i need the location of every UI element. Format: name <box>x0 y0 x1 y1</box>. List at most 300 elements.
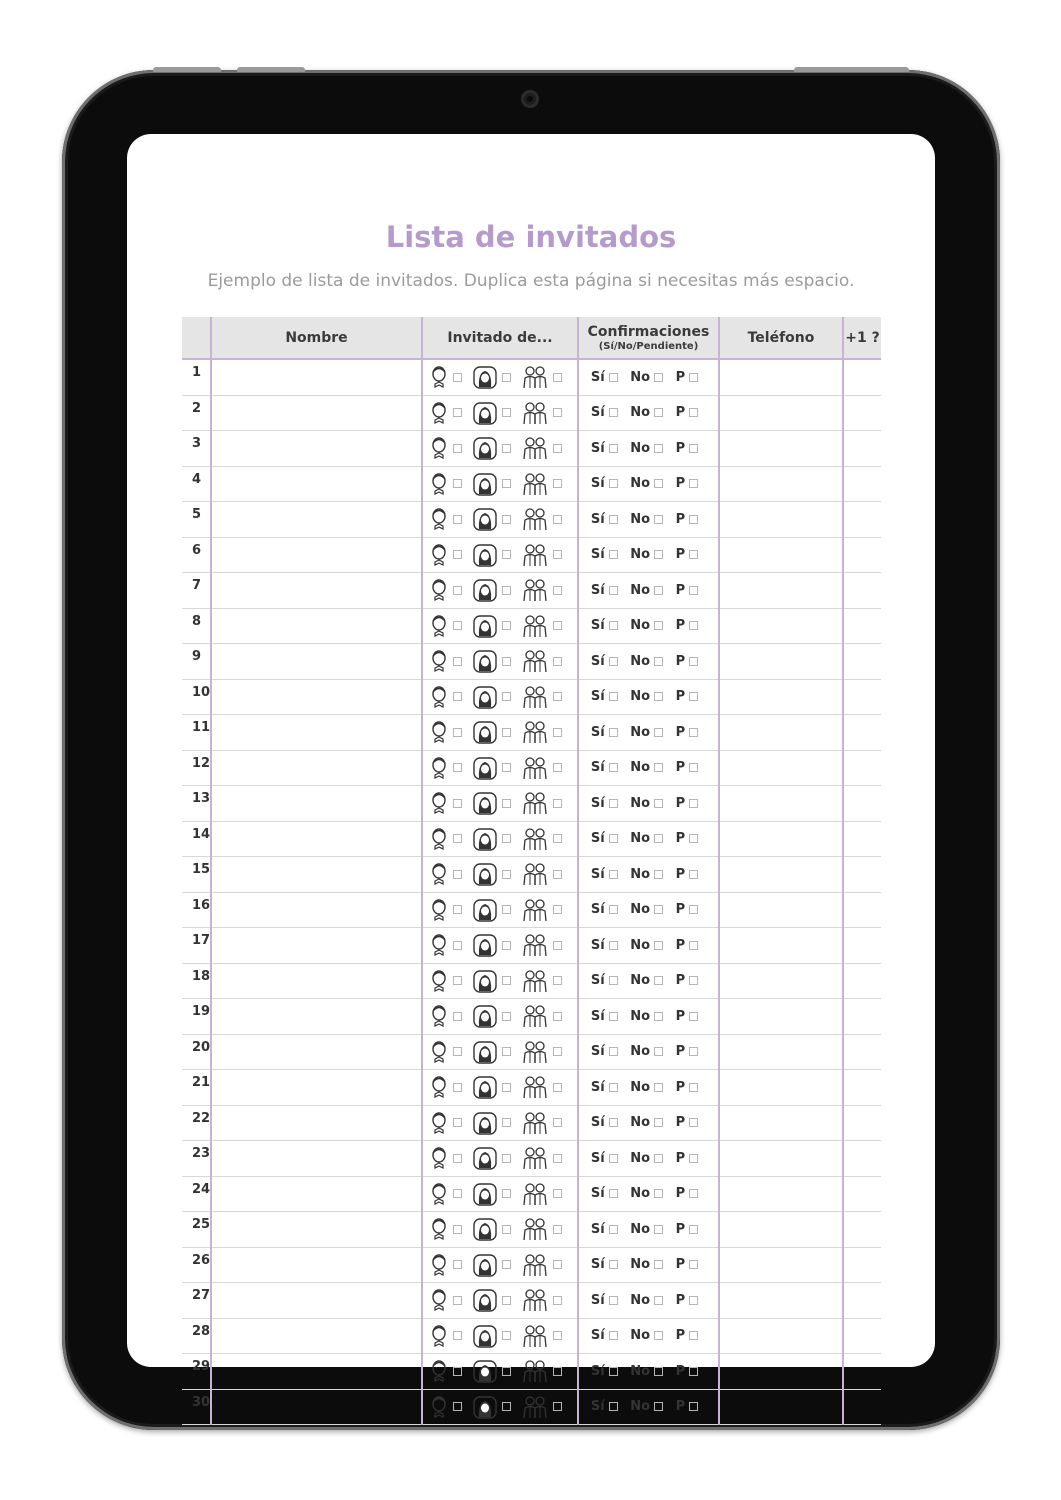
groom-checkbox[interactable] <box>453 692 462 701</box>
nombre-cell[interactable] <box>211 1070 422 1106</box>
confirm-si-checkbox[interactable] <box>609 941 618 950</box>
couple-checkbox[interactable] <box>553 799 562 808</box>
table-row <box>182 1247 881 1283</box>
confirm-si-label: Sí <box>590 973 605 989</box>
confirm-no-checkbox[interactable] <box>654 586 663 595</box>
nombre-cell[interactable] <box>211 466 422 502</box>
couple-icon <box>522 1075 548 1099</box>
couple-checkbox[interactable] <box>553 444 562 453</box>
plus-one-cell[interactable] <box>843 466 881 502</box>
confirm-si-checkbox[interactable] <box>609 1118 618 1127</box>
bride-checkbox[interactable] <box>502 1402 511 1411</box>
confirm-si-checkbox[interactable] <box>609 763 618 772</box>
confirm-si-checkbox[interactable] <box>609 444 618 453</box>
telefono-cell[interactable] <box>719 999 843 1035</box>
bride-checkbox[interactable] <box>502 657 511 666</box>
bride-checkbox[interactable] <box>502 905 511 914</box>
bride-checkbox[interactable] <box>502 515 511 524</box>
telefono-cell[interactable] <box>719 928 843 964</box>
groom-checkbox[interactable] <box>453 657 462 666</box>
confirm-p-checkbox[interactable] <box>689 1402 698 1411</box>
plus-one-cell[interactable] <box>843 928 881 964</box>
plus-one-cell[interactable] <box>843 999 881 1035</box>
groom-checkbox[interactable] <box>453 728 462 737</box>
bride-checkbox[interactable] <box>502 763 511 772</box>
invitado-cell <box>422 999 578 1035</box>
telefono-cell[interactable] <box>719 431 843 467</box>
table-row <box>182 1283 881 1319</box>
telefono-cell[interactable] <box>719 359 843 395</box>
bride-checkbox[interactable] <box>502 976 511 985</box>
nombre-cell[interactable] <box>211 892 422 928</box>
telefono-cell[interactable] <box>719 892 843 928</box>
row-number: 9 <box>182 644 211 680</box>
confirm-si-checkbox[interactable] <box>609 1189 618 1198</box>
bride-checkbox[interactable] <box>502 1367 511 1376</box>
confirm-p-checkbox[interactable] <box>689 1260 698 1269</box>
bride-checkbox[interactable] <box>502 1296 511 1305</box>
couple-icon <box>522 685 548 709</box>
groom-checkbox[interactable] <box>453 621 462 630</box>
confirm-p-checkbox[interactable] <box>689 1296 698 1305</box>
confirm-p-checkbox[interactable] <box>689 1331 698 1340</box>
plus-one-cell[interactable] <box>843 502 881 538</box>
telefono-cell[interactable] <box>719 857 843 893</box>
nombre-cell[interactable] <box>211 359 422 395</box>
confirm-si-label: Sí <box>590 1079 605 1095</box>
telefono-cell[interactable] <box>719 963 843 999</box>
confirm-p-checkbox[interactable] <box>689 515 698 524</box>
plus-one-cell[interactable] <box>843 892 881 928</box>
confirm-no-checkbox[interactable] <box>654 657 663 666</box>
groom-checkbox[interactable] <box>453 444 462 453</box>
row-number: 17 <box>182 928 211 964</box>
confirmaciones-cell <box>578 502 719 538</box>
groom-checkbox[interactable] <box>453 1331 462 1340</box>
groom-checkbox[interactable] <box>453 1260 462 1269</box>
groom-checkbox[interactable] <box>453 834 462 843</box>
couple-checkbox[interactable] <box>553 1047 562 1056</box>
plus-one-cell[interactable] <box>843 750 881 786</box>
couple-checkbox[interactable] <box>553 408 562 417</box>
groom-checkbox[interactable] <box>453 1154 462 1163</box>
confirm-no-checkbox[interactable] <box>654 763 663 772</box>
telefono-cell[interactable] <box>719 537 843 573</box>
plus-one-cell[interactable] <box>843 359 881 395</box>
telefono-cell[interactable] <box>719 1247 843 1283</box>
bride-checkbox[interactable] <box>502 1331 511 1340</box>
telefono-cell[interactable] <box>719 1141 843 1177</box>
confirm-si-checkbox[interactable] <box>609 586 618 595</box>
plus-one-cell[interactable] <box>843 786 881 822</box>
bride-checkbox[interactable] <box>502 799 511 808</box>
telefono-cell[interactable] <box>719 644 843 680</box>
plus-one-cell[interactable] <box>843 1247 881 1283</box>
plus-one-cell[interactable] <box>843 608 881 644</box>
plus-one-cell[interactable] <box>843 821 881 857</box>
couple-checkbox[interactable] <box>553 1118 562 1127</box>
groom-checkbox[interactable] <box>453 870 462 879</box>
invitado-cell <box>422 963 578 999</box>
nombre-cell[interactable] <box>211 502 422 538</box>
nombre-cell[interactable] <box>211 1212 422 1248</box>
confirm-no-checkbox[interactable] <box>654 728 663 737</box>
confirm-si-checkbox[interactable] <box>609 550 618 559</box>
nombre-cell[interactable] <box>211 608 422 644</box>
groom-checkbox[interactable] <box>453 763 462 772</box>
bride-checkbox[interactable] <box>502 1154 511 1163</box>
invitado-cell <box>422 892 578 928</box>
couple-checkbox[interactable] <box>553 728 562 737</box>
confirm-no-checkbox[interactable] <box>654 941 663 950</box>
plus-one-cell[interactable] <box>843 1283 881 1319</box>
groom-checkbox[interactable] <box>453 976 462 985</box>
confirm-si-checkbox[interactable] <box>609 1225 618 1234</box>
confirm-no-checkbox[interactable] <box>654 692 663 701</box>
telefono-cell[interactable] <box>719 786 843 822</box>
couple-checkbox[interactable] <box>553 905 562 914</box>
confirm-no-checkbox[interactable] <box>654 621 663 630</box>
confirm-no-checkbox[interactable] <box>654 905 663 914</box>
bride-checkbox[interactable] <box>502 479 511 488</box>
couple-checkbox[interactable] <box>553 586 562 595</box>
confirmaciones-cell <box>578 1318 719 1354</box>
telefono-cell[interactable] <box>719 1389 843 1425</box>
nombre-cell[interactable] <box>211 1034 422 1070</box>
confirm-si-checkbox[interactable] <box>609 905 618 914</box>
confirm-no-checkbox[interactable] <box>654 1296 663 1305</box>
couple-checkbox[interactable] <box>553 621 562 630</box>
confirm-no-checkbox[interactable] <box>654 976 663 985</box>
nombre-cell[interactable] <box>211 1389 422 1425</box>
confirm-p-checkbox[interactable] <box>689 692 698 701</box>
couple-checkbox[interactable] <box>553 1012 562 1021</box>
confirm-p-checkbox[interactable] <box>689 408 698 417</box>
confirm-no-checkbox[interactable] <box>654 479 663 488</box>
nombre-cell[interactable] <box>211 928 422 964</box>
bride-checkbox[interactable] <box>502 870 511 879</box>
couple-checkbox[interactable] <box>553 1402 562 1411</box>
bride-checkbox[interactable] <box>502 550 511 559</box>
confirm-p-label: P <box>675 973 686 989</box>
confirm-si-checkbox[interactable] <box>609 692 618 701</box>
nombre-cell[interactable] <box>211 750 422 786</box>
telefono-cell[interactable] <box>719 502 843 538</box>
telefono-cell[interactable] <box>719 1105 843 1141</box>
nombre-cell[interactable] <box>211 1283 422 1319</box>
confirmaciones-cell <box>578 1034 719 1070</box>
plus-one-cell[interactable] <box>843 1212 881 1248</box>
confirm-p-checkbox[interactable] <box>689 976 698 985</box>
row-number: 3 <box>182 431 211 467</box>
telefono-cell[interactable] <box>719 679 843 715</box>
confirm-si-checkbox[interactable] <box>609 728 618 737</box>
couple-checkbox[interactable] <box>553 1296 562 1305</box>
nombre-cell[interactable] <box>211 999 422 1035</box>
confirm-si-checkbox[interactable] <box>609 515 618 524</box>
bride-checkbox[interactable] <box>502 1225 511 1234</box>
couple-checkbox[interactable] <box>553 692 562 701</box>
bride-checkbox[interactable] <box>502 728 511 737</box>
nombre-cell[interactable] <box>211 715 422 751</box>
confirm-no-checkbox[interactable] <box>654 515 663 524</box>
confirm-si-checkbox[interactable] <box>609 1047 618 1056</box>
couple-checkbox[interactable] <box>553 515 562 524</box>
bride-checkbox[interactable] <box>502 621 511 630</box>
confirm-no-checkbox[interactable] <box>654 1402 663 1411</box>
confirm-no-checkbox[interactable] <box>654 1189 663 1198</box>
telefono-cell[interactable] <box>719 466 843 502</box>
nombre-cell[interactable] <box>211 1318 422 1354</box>
confirmaciones-cell <box>578 821 719 857</box>
confirm-si-checkbox[interactable] <box>609 1367 618 1376</box>
confirm-no-checkbox[interactable] <box>654 1331 663 1340</box>
groom-checkbox[interactable] <box>453 479 462 488</box>
confirm-si-label: Sí <box>590 1363 605 1379</box>
confirm-si-checkbox[interactable] <box>609 1154 618 1163</box>
bride-checkbox[interactable] <box>502 1260 511 1269</box>
table-row <box>182 999 881 1035</box>
bride-icon <box>473 1075 497 1099</box>
plus-one-cell[interactable] <box>843 1105 881 1141</box>
couple-checkbox[interactable] <box>553 870 562 879</box>
couple-checkbox[interactable] <box>553 1083 562 1092</box>
bride-checkbox[interactable] <box>502 1118 511 1127</box>
groom-checkbox[interactable] <box>453 1225 462 1234</box>
plus-one-cell[interactable] <box>843 431 881 467</box>
groom-checkbox[interactable] <box>453 1296 462 1305</box>
confirm-p-label: P <box>675 618 686 634</box>
plus-one-cell[interactable] <box>843 1141 881 1177</box>
couple-checkbox[interactable] <box>553 1225 562 1234</box>
nombre-cell[interactable] <box>211 1141 422 1177</box>
confirm-p-checkbox[interactable] <box>689 479 698 488</box>
table-row <box>182 1389 881 1425</box>
confirm-p-checkbox[interactable] <box>689 870 698 879</box>
groom-checkbox[interactable] <box>453 1083 462 1092</box>
confirm-si-checkbox[interactable] <box>609 1083 618 1092</box>
nombre-cell[interactable] <box>211 395 422 431</box>
confirm-p-checkbox[interactable] <box>689 763 698 772</box>
bride-checkbox[interactable] <box>502 586 511 595</box>
groom-checkbox[interactable] <box>453 1118 462 1127</box>
couple-checkbox[interactable] <box>553 1331 562 1340</box>
plus-one-cell[interactable] <box>843 715 881 751</box>
confirm-si-checkbox[interactable] <box>609 834 618 843</box>
confirm-si-checkbox[interactable] <box>609 1012 618 1021</box>
confirm-si-checkbox[interactable] <box>609 1331 618 1340</box>
plus-one-cell[interactable] <box>843 1354 881 1390</box>
telefono-cell[interactable] <box>719 1176 843 1212</box>
confirm-si-checkbox[interactable] <box>609 657 618 666</box>
confirm-si-checkbox[interactable] <box>609 799 618 808</box>
confirm-p-checkbox[interactable] <box>689 799 698 808</box>
confirm-no-checkbox[interactable] <box>654 408 663 417</box>
groom-checkbox[interactable] <box>453 1012 462 1021</box>
couple-checkbox[interactable] <box>553 976 562 985</box>
plus-one-cell[interactable] <box>843 679 881 715</box>
confirm-p-checkbox[interactable] <box>689 1083 698 1092</box>
bride-checkbox[interactable] <box>502 941 511 950</box>
nombre-cell[interactable] <box>211 786 422 822</box>
nombre-cell[interactable] <box>211 537 422 573</box>
confirm-p-checkbox[interactable] <box>689 728 698 737</box>
confirm-no-checkbox[interactable] <box>654 550 663 559</box>
couple-checkbox[interactable] <box>553 550 562 559</box>
bride-checkbox[interactable] <box>502 1012 511 1021</box>
plus-one-cell[interactable] <box>843 1034 881 1070</box>
telefono-cell[interactable] <box>719 1283 843 1319</box>
confirm-si-label: Sí <box>590 653 605 669</box>
plus-one-cell[interactable] <box>843 573 881 609</box>
confirm-si-checkbox[interactable] <box>609 1296 618 1305</box>
confirm-si-checkbox[interactable] <box>609 373 618 382</box>
couple-checkbox[interactable] <box>553 1189 562 1198</box>
nombre-cell[interactable] <box>211 644 422 680</box>
groom-icon <box>430 686 448 708</box>
confirm-p-checkbox[interactable] <box>689 373 698 382</box>
confirm-si-checkbox[interactable] <box>609 621 618 630</box>
nombre-cell[interactable] <box>211 1247 422 1283</box>
confirm-p-checkbox[interactable] <box>689 1012 698 1021</box>
confirm-p-checkbox[interactable] <box>689 444 698 453</box>
confirmaciones-cell <box>578 1247 719 1283</box>
confirm-p-checkbox[interactable] <box>689 834 698 843</box>
nombre-cell[interactable] <box>211 679 422 715</box>
confirm-p-checkbox[interactable] <box>689 657 698 666</box>
confirm-p-checkbox[interactable] <box>689 1047 698 1056</box>
groom-checkbox[interactable] <box>453 941 462 950</box>
confirm-p-label: P <box>675 547 686 563</box>
confirm-no-checkbox[interactable] <box>654 1047 663 1056</box>
confirm-p-checkbox[interactable] <box>689 941 698 950</box>
header-nombre: Nombre <box>211 317 422 359</box>
bride-checkbox[interactable] <box>502 444 511 453</box>
confirm-no-checkbox[interactable] <box>654 373 663 382</box>
nombre-cell[interactable] <box>211 1105 422 1141</box>
bride-checkbox[interactable] <box>502 692 511 701</box>
couple-checkbox[interactable] <box>553 373 562 382</box>
confirm-no-checkbox[interactable] <box>654 1260 663 1269</box>
bride-checkbox[interactable] <box>502 373 511 382</box>
couple-checkbox[interactable] <box>553 763 562 772</box>
couple-checkbox[interactable] <box>553 1260 562 1269</box>
plus-one-cell[interactable] <box>843 1176 881 1212</box>
confirm-p-label: P <box>675 582 686 598</box>
telefono-cell[interactable] <box>719 715 843 751</box>
plus-one-cell[interactable] <box>843 1070 881 1106</box>
confirm-no-checkbox[interactable] <box>654 834 663 843</box>
telefono-cell[interactable] <box>719 1070 843 1106</box>
groom-checkbox[interactable] <box>453 1402 462 1411</box>
telefono-cell[interactable] <box>719 750 843 786</box>
couple-checkbox[interactable] <box>553 834 562 843</box>
confirm-p-checkbox[interactable] <box>689 1225 698 1234</box>
confirm-no-checkbox[interactable] <box>654 799 663 808</box>
confirm-p-checkbox[interactable] <box>689 905 698 914</box>
confirm-no-checkbox[interactable] <box>654 870 663 879</box>
groom-checkbox[interactable] <box>453 1047 462 1056</box>
groom-checkbox[interactable] <box>453 1367 462 1376</box>
confirm-si-checkbox[interactable] <box>609 479 618 488</box>
confirm-no-checkbox[interactable] <box>654 1154 663 1163</box>
groom-checkbox[interactable] <box>453 799 462 808</box>
groom-checkbox[interactable] <box>453 1189 462 1198</box>
couple-checkbox[interactable] <box>553 657 562 666</box>
bride-checkbox[interactable] <box>502 408 511 417</box>
bride-checkbox[interactable] <box>502 834 511 843</box>
nombre-cell[interactable] <box>211 963 422 999</box>
plus-one-cell[interactable] <box>843 537 881 573</box>
groom-checkbox[interactable] <box>453 515 462 524</box>
groom-checkbox[interactable] <box>453 408 462 417</box>
confirm-no-checkbox[interactable] <box>654 1083 663 1092</box>
confirm-p-checkbox[interactable] <box>689 1154 698 1163</box>
bride-checkbox[interactable] <box>502 1189 511 1198</box>
telefono-cell[interactable] <box>719 573 843 609</box>
confirm-p-checkbox[interactable] <box>689 1118 698 1127</box>
confirm-no-checkbox[interactable] <box>654 1118 663 1127</box>
confirm-no-checkbox[interactable] <box>654 1367 663 1376</box>
plus-one-cell[interactable] <box>843 644 881 680</box>
confirm-p-checkbox[interactable] <box>689 586 698 595</box>
confirm-p-label: P <box>675 1115 686 1131</box>
confirmaciones-cell <box>578 892 719 928</box>
plus-one-cell[interactable] <box>843 1318 881 1354</box>
confirm-no-checkbox[interactable] <box>654 1225 663 1234</box>
telefono-cell[interactable] <box>719 1318 843 1354</box>
couple-checkbox[interactable] <box>553 941 562 950</box>
confirm-si-checkbox[interactable] <box>609 1402 618 1411</box>
confirm-si-checkbox[interactable] <box>609 976 618 985</box>
groom-checkbox[interactable] <box>453 550 462 559</box>
confirm-no-checkbox[interactable] <box>654 1012 663 1021</box>
bride-checkbox[interactable] <box>502 1083 511 1092</box>
groom-checkbox[interactable] <box>453 373 462 382</box>
nombre-cell[interactable] <box>211 821 422 857</box>
couple-checkbox[interactable] <box>553 1367 562 1376</box>
confirm-no-checkbox[interactable] <box>654 444 663 453</box>
confirm-p-checkbox[interactable] <box>689 1189 698 1198</box>
groom-checkbox[interactable] <box>453 905 462 914</box>
confirm-si-checkbox[interactable] <box>609 1260 618 1269</box>
couple-checkbox[interactable] <box>553 1154 562 1163</box>
nombre-cell[interactable] <box>211 1176 422 1212</box>
telefono-cell[interactable] <box>719 395 843 431</box>
confirm-si-checkbox[interactable] <box>609 870 618 879</box>
telefono-cell[interactable] <box>719 821 843 857</box>
telefono-cell[interactable] <box>719 608 843 644</box>
nombre-cell[interactable] <box>211 431 422 467</box>
nombre-cell[interactable] <box>211 857 422 893</box>
confirm-p-checkbox[interactable] <box>689 550 698 559</box>
nombre-cell[interactable] <box>211 1354 422 1390</box>
nombre-cell[interactable] <box>211 573 422 609</box>
telefono-cell[interactable] <box>719 1034 843 1070</box>
groom-checkbox[interactable] <box>453 586 462 595</box>
plus-one-cell[interactable] <box>843 857 881 893</box>
couple-checkbox[interactable] <box>553 479 562 488</box>
confirm-si-checkbox[interactable] <box>609 408 618 417</box>
plus-one-cell[interactable] <box>843 963 881 999</box>
bride-checkbox[interactable] <box>502 1047 511 1056</box>
plus-one-cell[interactable] <box>843 1389 881 1425</box>
telefono-cell[interactable] <box>719 1212 843 1248</box>
telefono-cell[interactable] <box>719 1354 843 1390</box>
confirm-p-checkbox[interactable] <box>689 1367 698 1376</box>
confirm-p-checkbox[interactable] <box>689 621 698 630</box>
plus-one-cell[interactable] <box>843 395 881 431</box>
